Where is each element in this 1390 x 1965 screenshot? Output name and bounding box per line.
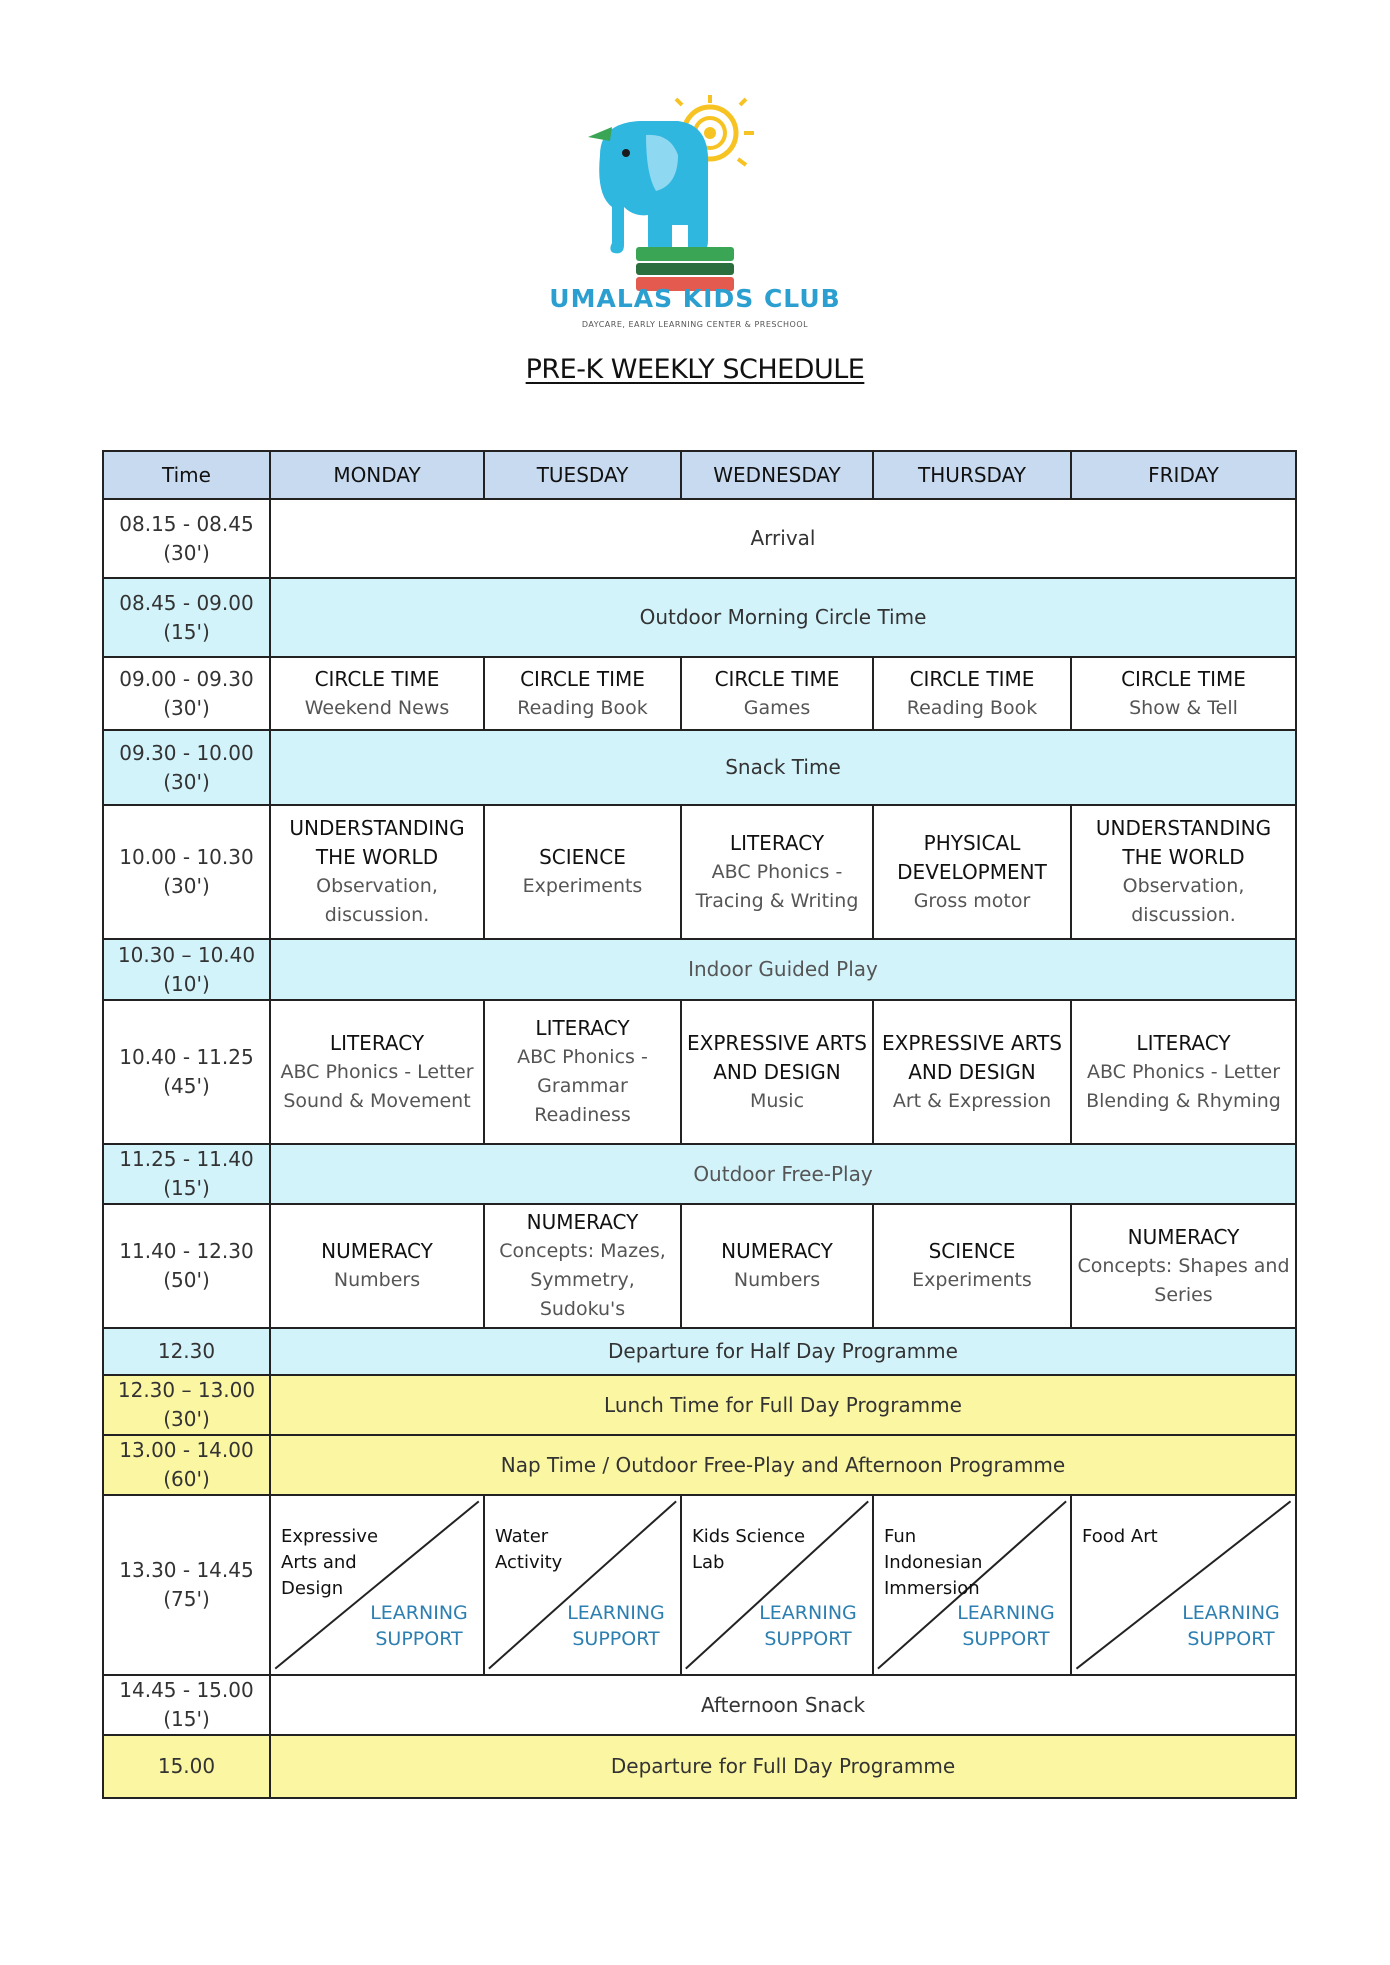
column-header: MONDAY — [270, 451, 484, 499]
activity-detail: Observation, discussion. — [1122, 875, 1245, 926]
time-cell — [103, 1000, 270, 1144]
time-range: 10.00 - 10.30 — [119, 845, 254, 869]
activity-title: SCIENCE — [928, 1239, 1016, 1263]
time-cell — [103, 657, 270, 730]
duration: (30') — [163, 874, 210, 898]
activity-title: CIRCLE TIME — [520, 666, 645, 691]
activity-title: NUMERACY — [1127, 1224, 1240, 1249]
activity-detail: Show & Tell — [1129, 696, 1238, 719]
page-title: PRE-K WEEKLY SCHEDULE — [525, 354, 865, 385]
activity-title: NUMERACY — [526, 1210, 639, 1234]
activity-title: CIRCLE TIME — [714, 666, 840, 691]
activity-detail: Reading Book — [906, 696, 1038, 719]
activity-span: Afternoon Snack — [270, 1675, 1296, 1735]
time-cell — [103, 1375, 270, 1435]
table-row — [103, 805, 1296, 939]
table-row — [103, 730, 1296, 805]
duration: (15') — [163, 619, 210, 644]
learning-support-label: LEARNING SUPPORT — [567, 1602, 665, 1650]
activity-detail: ABC Phonics - Grammar Readiness — [517, 1046, 648, 1126]
column-header: WEDNESDAY — [681, 451, 873, 499]
time-range: 14.45 - 15.00 — [119, 1678, 254, 1702]
split-activity-cell — [873, 1495, 1071, 1675]
activity-cell — [1071, 657, 1296, 730]
table-row — [103, 499, 1296, 578]
time-cell — [103, 730, 270, 805]
time-cell — [103, 805, 270, 939]
activity-title: EXPRESSIVE ARTS AND DESIGN — [687, 1030, 867, 1084]
table-row — [103, 1675, 1296, 1735]
activity-cell — [681, 1000, 873, 1144]
learning-support-label: LEARNING SUPPORT — [370, 1602, 468, 1650]
activity-detail: Observation, discussion. — [316, 875, 438, 926]
activity-detail: Weekend News — [304, 696, 450, 719]
time-range: 08.45 - 09.00 — [119, 590, 254, 615]
time-range: 11.25 - 11.40 — [119, 1147, 254, 1171]
activity-cell — [873, 657, 1071, 730]
activity-detail: Numbers — [333, 1269, 421, 1291]
learning-support-label: LEARNING SUPPORT — [1182, 1602, 1280, 1650]
time-cell — [103, 1495, 270, 1675]
column-header: Time — [103, 451, 270, 499]
time-cell — [103, 1735, 270, 1798]
time-cell — [103, 1675, 270, 1735]
activity-title: NUMERACY — [721, 1239, 833, 1263]
duration: (30') — [163, 695, 210, 720]
activity-span: Nap Time / Outdoor Free-Play and Afternoon Programme — [270, 1435, 1296, 1495]
activity-detail: Experiments — [522, 875, 643, 897]
time-cell — [103, 1204, 270, 1328]
table-row — [103, 1735, 1296, 1798]
activity-cell — [681, 805, 873, 939]
activity-span: Arrival — [270, 499, 1296, 578]
activity-cell — [270, 1204, 484, 1328]
activity-detail: Concepts: Mazes, Symmetry, Sudoku's — [499, 1240, 666, 1320]
duration: (60') — [163, 1467, 210, 1491]
activity-title: LITERACY — [1136, 1030, 1231, 1055]
activity-detail: ABC Phonics - Tracing & Writing — [695, 860, 859, 912]
activity-cell — [873, 805, 1071, 939]
time-range: 13.00 - 14.00 — [119, 1438, 254, 1462]
activity-title: EXPRESSIVE ARTS AND DESIGN — [882, 1030, 1062, 1084]
activity-title: LITERACY — [329, 1030, 425, 1055]
table-row — [103, 578, 1296, 657]
activity-title: NUMERACY — [321, 1239, 433, 1263]
activity-detail: Games — [743, 696, 811, 719]
afternoon-activity: Kids Science Lab — [692, 1526, 806, 1573]
time-range: 09.30 - 10.00 — [119, 740, 254, 765]
time-cell — [103, 1435, 270, 1495]
learning-support-label: LEARNING SUPPORT — [759, 1602, 857, 1650]
activity-cell — [681, 657, 873, 730]
activity-span: Departure for Half Day Programme — [270, 1328, 1296, 1375]
duration: (45') — [163, 1074, 210, 1098]
activity-title: LITERACY — [535, 1016, 630, 1040]
duration: (30') — [163, 769, 210, 794]
time-range: 15.00 — [157, 1754, 216, 1778]
duration: (10') — [163, 971, 210, 996]
activity-cell — [873, 1000, 1071, 1144]
learning-support-label: LEARNING SUPPORT — [957, 1602, 1055, 1650]
elephant-icon — [588, 121, 708, 255]
activity-cell — [270, 657, 484, 730]
header-row — [103, 451, 1296, 499]
table-row — [103, 1000, 1296, 1144]
activity-cell — [484, 1204, 681, 1328]
table-row — [103, 1435, 1296, 1495]
time-cell — [103, 499, 270, 578]
time-range: 08.15 - 08.45 — [119, 511, 254, 536]
activity-title: SCIENCE — [539, 845, 626, 869]
column-header: THURSDAY — [873, 451, 1071, 499]
table-row — [103, 657, 1296, 730]
split-activity-cell — [484, 1495, 681, 1675]
time-range: 10.40 - 11.25 — [119, 1045, 254, 1069]
activity-detail: Concepts: Shapes and Series — [1077, 1254, 1290, 1306]
table-row — [103, 1328, 1296, 1375]
table-row — [103, 1375, 1296, 1435]
brand-tagline: DAYCARE, EARLY LEARNING CENTER & PRESCHOOL — [581, 320, 809, 329]
table-row — [103, 939, 1296, 1000]
afternoon-activity: Food Art — [1082, 1526, 1158, 1547]
table-row — [103, 1144, 1296, 1204]
duration: (30') — [163, 540, 210, 565]
activity-cell — [270, 1000, 484, 1144]
weekly-schedule-table — [102, 450, 1297, 1799]
split-activity-cell — [270, 1495, 484, 1675]
activity-cell — [484, 805, 681, 939]
time-range: 11.40 - 12.30 — [119, 1239, 254, 1263]
activity-detail: Gross motor — [913, 889, 1031, 912]
activity-cell — [484, 1000, 681, 1144]
column-header: TUESDAY — [484, 451, 681, 499]
activity-detail: Music — [749, 1089, 805, 1112]
time-cell — [103, 578, 270, 657]
activity-detail: Reading Book — [517, 696, 648, 719]
activity-cell — [873, 1204, 1071, 1328]
activity-span: Snack Time — [270, 730, 1296, 805]
table-row — [103, 1204, 1296, 1328]
activity-cell — [1071, 1204, 1296, 1328]
activity-title: UNDERSTANDING THE WORLD — [289, 816, 465, 869]
time-cell — [103, 1144, 270, 1204]
activity-cell — [1071, 805, 1296, 939]
duration: (75') — [163, 1587, 210, 1611]
activity-cell — [484, 657, 681, 730]
duration: (30') — [163, 1407, 210, 1431]
time-range: 12.30 – 13.00 — [117, 1378, 256, 1402]
column-header: FRIDAY — [1071, 451, 1296, 499]
activity-detail: Art & Expression — [892, 1089, 1052, 1112]
duration: (15') — [163, 1176, 210, 1200]
time-range: 09.00 - 09.30 — [119, 666, 254, 691]
activity-title: LITERACY — [729, 830, 825, 855]
split-activity-cell — [1071, 1495, 1296, 1675]
time-cell — [103, 1328, 270, 1375]
activity-cell — [1071, 1000, 1296, 1144]
time-range: 12.30 — [157, 1339, 216, 1363]
afternoon-activity: Water Activity — [495, 1526, 563, 1573]
activity-span: Lunch Time for Full Day Programme — [270, 1375, 1296, 1435]
activity-title: UNDERSTANDING THE WORLD — [1095, 816, 1272, 869]
split-activity-cell — [681, 1495, 873, 1675]
activity-title: CIRCLE TIME — [1121, 666, 1246, 691]
activity-detail: ABC Phonics - Letter Sound & Movement — [280, 1060, 474, 1112]
time-range: 13.30 - 14.45 — [119, 1558, 254, 1582]
activity-cell — [270, 805, 484, 939]
activity-cell — [681, 1204, 873, 1328]
activity-detail: ABC Phonics - Letter Blending & Rhyming — [1086, 1060, 1281, 1112]
afternoon-activity: Expressive Arts and Design — [281, 1526, 379, 1599]
activity-title: PHYSICAL DEVELOPMENT — [897, 830, 1047, 884]
activity-detail: Experiments — [912, 1269, 1032, 1291]
time-cell — [103, 939, 270, 1000]
activity-title: CIRCLE TIME — [909, 666, 1035, 691]
duration: (50') — [163, 1268, 210, 1292]
brand-name: UMALAS KIDS CLUB — [549, 284, 841, 313]
activity-detail: Numbers — [733, 1269, 821, 1291]
activity-span: Outdoor Morning Circle Time — [270, 578, 1296, 657]
activity-span: Indoor Guided Play — [270, 939, 1296, 1000]
activity-span: Outdoor Free-Play — [270, 1144, 1296, 1204]
activity-span: Departure for Full Day Programme — [270, 1735, 1296, 1798]
afternoon-activity: Fun Indonesian Immersion — [884, 1526, 983, 1599]
duration: (15') — [163, 1707, 210, 1731]
time-range: 10.30 – 10.40 — [117, 942, 256, 967]
table-row — [103, 1495, 1296, 1675]
activity-title: CIRCLE TIME — [314, 666, 440, 691]
